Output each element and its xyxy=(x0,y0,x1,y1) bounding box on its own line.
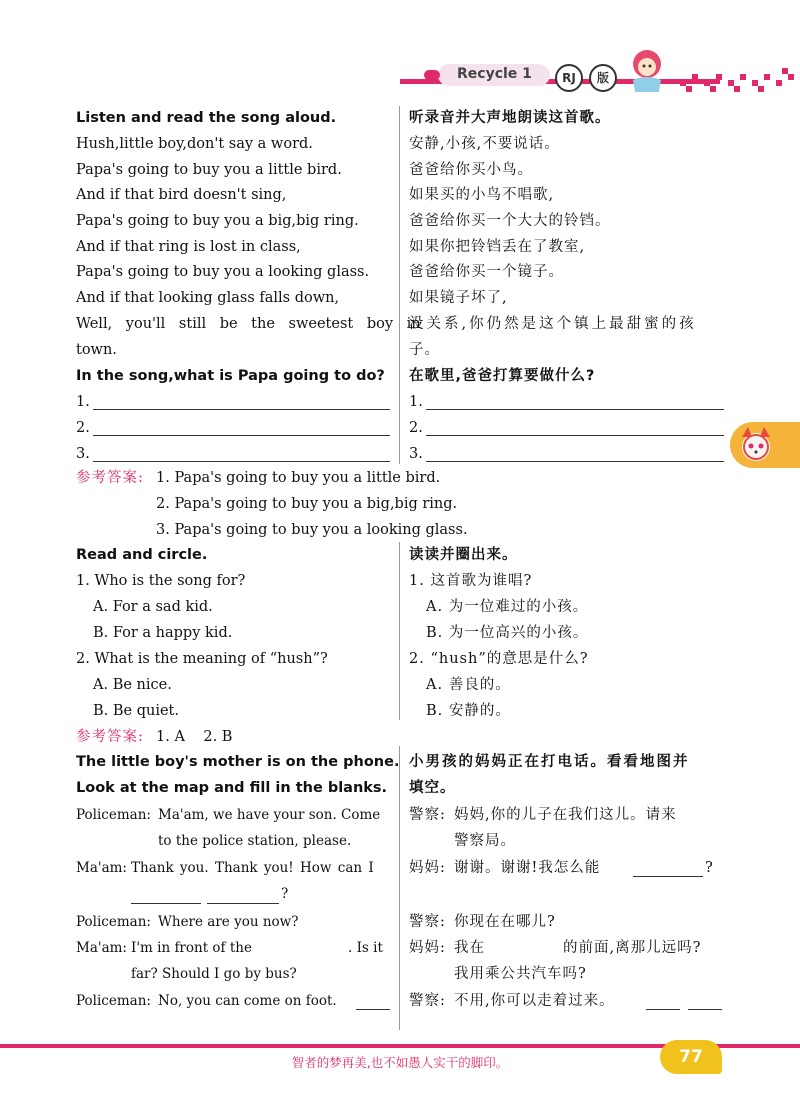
dialogue-line-zh: 我在 xyxy=(454,940,485,956)
song-line-en: And if that looking glass falls down, xyxy=(76,290,340,306)
dialogue-line-zh: 妈妈,你的儿子在我们这儿。请来 xyxy=(454,807,677,823)
song-heading-zh: 听录音并大声地朗读这首歌。 xyxy=(409,110,611,126)
map-heading-en: The little boy's mother is on the phone. xyxy=(76,754,400,770)
song-heading-en: Listen and read the song aloud. xyxy=(76,110,337,126)
song-question-en: In the song,what is Papa going to do? xyxy=(76,368,385,384)
song-line-zh: 没关系,你仍然是这个镇上最甜蜜的孩 xyxy=(409,316,697,332)
fill-blank[interactable] xyxy=(633,876,703,877)
answer-blank[interactable] xyxy=(93,461,390,462)
blank-number: 2. xyxy=(76,420,90,436)
option-en[interactable]: B. For a happy kid. xyxy=(93,625,233,641)
speaker-label: 妈妈: xyxy=(409,860,446,876)
fill-blank[interactable] xyxy=(207,903,279,904)
song-line-en: Hush,little boy,don't say a word. xyxy=(76,136,313,152)
blank-number: 3. xyxy=(76,446,90,462)
fill-blank[interactable] xyxy=(356,1009,390,1010)
edition-badge-rj: RJ xyxy=(555,64,583,92)
speaker-label: Ma'am: xyxy=(76,860,127,876)
footer-motto: 智者的梦再美,也不如愚人实干的脚印。 xyxy=(291,1055,509,1070)
dialogue-line-en: No, you can come on foot. xyxy=(158,993,337,1009)
dialogue-punct: ? xyxy=(281,886,289,902)
song-line-en: Papa's going to buy you a little bird. xyxy=(76,162,342,178)
answer-blank[interactable] xyxy=(426,435,724,436)
answer-blank[interactable] xyxy=(93,409,390,410)
option-en[interactable]: B. Be quiet. xyxy=(93,703,179,719)
map-heading-zh: 小男孩的妈妈正在打电话。看看地图并 xyxy=(409,754,690,770)
song-line-en: town. xyxy=(76,342,117,358)
option-zh[interactable]: B. 为一位高兴的小孩。 xyxy=(426,625,589,641)
dialogue-line-zh: 我用乘公共汽车吗? xyxy=(454,966,587,982)
circle-heading-zh: 读读并圈出来。 xyxy=(409,547,518,563)
header-dot xyxy=(424,70,440,80)
speaker-label: 警察: xyxy=(409,993,446,1009)
speaker-label: 警察: xyxy=(409,914,446,930)
map-heading-zh: 填空。 xyxy=(409,780,456,796)
dialogue-line-en: I'm in front of the xyxy=(131,940,252,956)
song-line-zh: 如果买的小鸟不唱歌, xyxy=(409,187,555,203)
dialogue-line-zh: 谢谢。谢谢!我怎么能 xyxy=(454,860,601,876)
answer-key-line: 1. Papa's going to buy you a little bird. xyxy=(156,470,441,486)
answer-key-label: 参考答案: xyxy=(76,729,144,745)
column-divider xyxy=(399,542,400,720)
fill-blank[interactable] xyxy=(268,955,344,956)
option-en[interactable]: A. Be nice. xyxy=(93,677,172,693)
song-line-zh: 爸爸给你买一个大大的铃铛。 xyxy=(409,213,611,229)
fill-blank[interactable] xyxy=(646,1009,680,1010)
speaker-label: Policeman: xyxy=(76,914,151,930)
blank-number: 2. xyxy=(409,420,423,436)
song-line-en: Papa's going to buy you a big,big ring. xyxy=(76,213,359,229)
song-line-en: And if that bird doesn't sing, xyxy=(76,187,287,203)
checker-decoration xyxy=(680,66,800,92)
song-line-zh: 如果镜子坏了, xyxy=(409,290,508,306)
option-zh[interactable]: A. 为一位难过的小孩。 xyxy=(426,599,589,615)
speaker-label: Policeman: xyxy=(76,993,151,1009)
song-line-en: And if that ring is lost in class, xyxy=(76,239,301,255)
song-line-en: Papa's going to buy you a looking glass. xyxy=(76,264,370,280)
answer-blank[interactable] xyxy=(93,435,390,436)
question-en: 2. What is the meaning of “hush”? xyxy=(76,651,328,667)
dialogue-line-en: Where are you now? xyxy=(158,914,299,930)
blank-number: 1. xyxy=(409,394,423,410)
answer-key-line: 1. A 2. B xyxy=(156,729,233,745)
column-divider xyxy=(399,746,400,1030)
blank-number: 3. xyxy=(409,446,423,462)
unit-title: Recycle 1 xyxy=(457,66,532,82)
speaker-label: Ma'am: xyxy=(76,940,127,956)
fill-blank[interactable] xyxy=(488,955,558,956)
fill-blank[interactable] xyxy=(688,1009,722,1010)
circle-heading-en: Read and circle. xyxy=(76,547,208,563)
dialogue-line-en: . Is it xyxy=(348,940,383,956)
speaker-label: Policeman: xyxy=(76,807,151,823)
cartoon-girl-icon xyxy=(615,44,675,94)
song-question-zh: 在歌里,爸爸打算要做什么? xyxy=(409,368,596,384)
dialogue-line-zh: 不用,你可以走着过来。 xyxy=(454,993,615,1009)
dialogue-line-zh: 警察局。 xyxy=(454,833,516,849)
song-line-en: Well, you'll still be the sweetest boy in xyxy=(76,316,421,332)
song-line-zh: 爸爸给你买小鸟。 xyxy=(409,162,533,178)
edition-badge-ban: 版 xyxy=(589,64,617,92)
map-heading-en: Look at the map and fill in the blanks. xyxy=(76,780,388,796)
song-line-zh: 安静,小孩,不要说话。 xyxy=(409,136,560,152)
answer-blank[interactable] xyxy=(426,461,724,462)
page-number: 77 xyxy=(660,1040,722,1074)
dialogue-line-zh: 你现在在哪儿? xyxy=(454,914,556,930)
column-divider xyxy=(399,106,400,464)
speaker-label: 警察: xyxy=(409,807,446,823)
answer-blank[interactable] xyxy=(426,409,724,410)
dialogue-line-en: to the police station, please. xyxy=(158,833,352,849)
dialogue-line-en: Thank you. Thank you! How can I xyxy=(131,860,374,876)
dialogue-line-zh: 的前面,离那儿远吗? xyxy=(563,940,702,956)
fox-mascot-icon xyxy=(736,425,776,465)
speaker-label: 妈妈: xyxy=(409,940,446,956)
answer-key-line: 2. Papa's going to buy you a big,big ring. xyxy=(156,496,458,512)
option-zh[interactable]: B. 安静的。 xyxy=(426,703,511,719)
fill-blank[interactable] xyxy=(131,903,201,904)
dialogue-line-en: far? Should I go by bus? xyxy=(131,966,297,982)
option-en[interactable]: A. For a sad kid. xyxy=(93,599,213,615)
question-zh: 1. 这首歌为谁唱? xyxy=(409,573,533,589)
dialogue-punct: ? xyxy=(705,860,713,876)
song-line-zh: 爸爸给你买一个镜子。 xyxy=(409,264,564,280)
question-en: 1. Who is the song for? xyxy=(76,573,246,589)
blank-number: 1. xyxy=(76,394,90,410)
dialogue-line-en: Ma'am, we have your son. Come xyxy=(158,807,381,823)
option-zh[interactable]: A. 善良的。 xyxy=(426,677,511,693)
question-zh: 2. “hush”的意思是什么? xyxy=(409,651,589,667)
answer-key-line: 3. Papa's going to buy you a looking glass. xyxy=(156,522,468,538)
song-line-zh: 如果你把铃铛丢在了教室, xyxy=(409,239,586,255)
song-line-zh: 子。 xyxy=(409,342,440,358)
answer-key-label: 参考答案: xyxy=(76,470,144,486)
